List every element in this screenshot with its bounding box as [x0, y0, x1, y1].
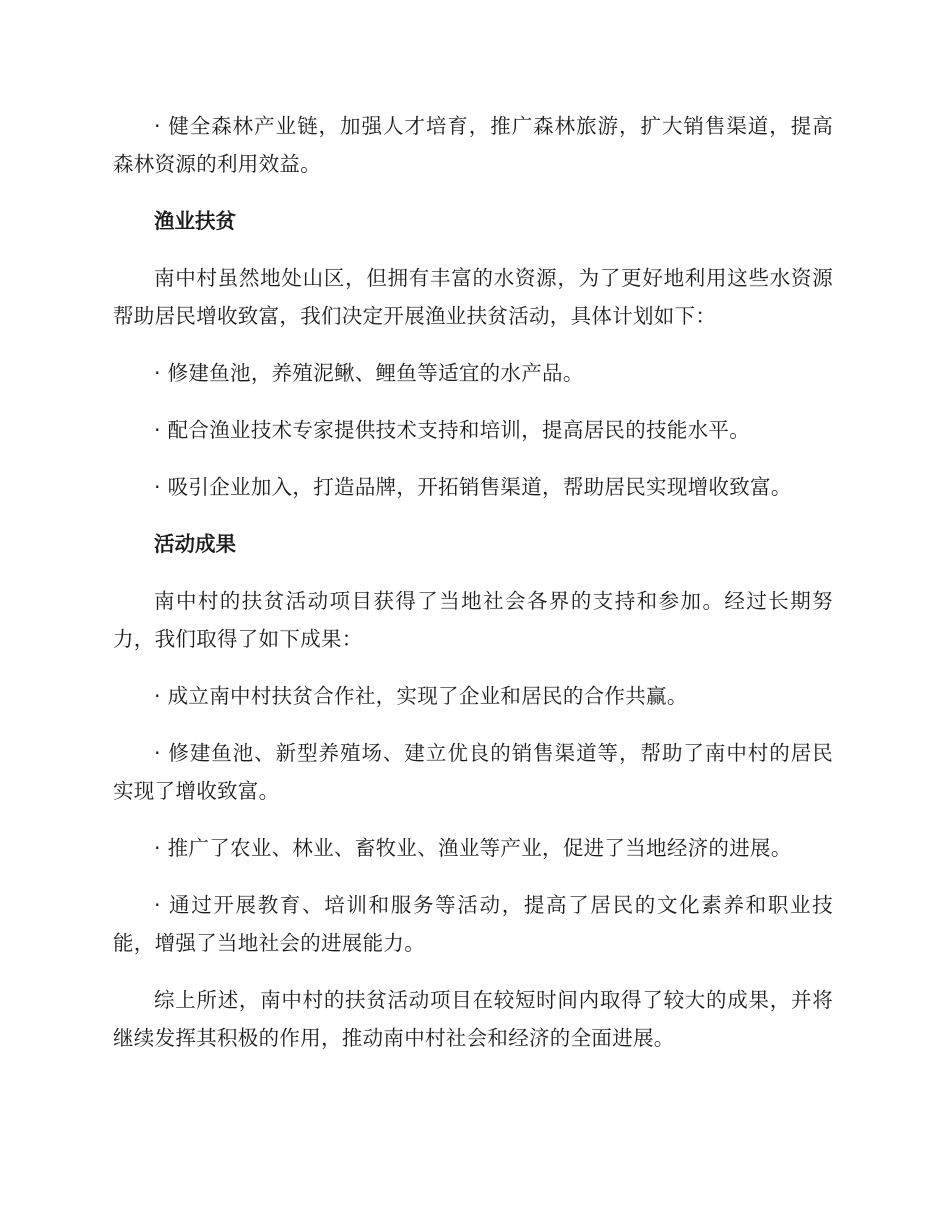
document-page [113, 107, 833, 1076]
bullet-fish-ponds-results: · 修建鱼池、新型养殖场、建立优良的销售渠道等，帮助了南中村的居民实现了增收致富。 [113, 741, 833, 803]
bullet-technical-support: · 配合渔业技术专家提供技术支持和培训，提高居民的技能水平。 [154, 418, 751, 442]
bullet-education: · 通过开展教育、培训和服务等活动，提高了居民的文化素养和职业技能，增强了当地社会的进展能力。 [113, 893, 833, 955]
bullet-fish-ponds: · 修建鱼池，养殖泥鳅、鲤鱼等适宜的水产品。 [154, 361, 584, 385]
bullet-attract-enterprises: · 吸引企业加入，打造品牌，开拓销售渠道，帮助居民实现增收致富。 [154, 475, 792, 499]
section-heading-results: 活动成果 [154, 532, 236, 556]
results-intro-paragraph: 南中村的扶贫活动项目获得了当地社会各界的支持和参加。经过长期努力，我们取得了如下成果： [113, 589, 833, 651]
section-heading-fishery: 渔业扶贫 [154, 209, 236, 233]
fishery-intro-paragraph: 南中村虽然地处山区，但拥有丰富的水资源，为了更好地利用这些水资源帮助居民增收致富，我们决定开展渔业扶贫活动，具体计划如下： [113, 266, 833, 328]
conclusion-paragraph: 综上所述，南中村的扶贫活动项目在较短时间内取得了较大的成果，并将继续发挥其积极的作用，推动南中村社会和经济的全面进展。 [113, 988, 833, 1050]
bullet-forest-industry: · 健全森林产业链，加强人才培育，推广森林旅游，扩大销售渠道，提高森林资源的利用效益。 [113, 114, 833, 176]
bullet-cooperative: · 成立南中村扶贫合作社，实现了企业和居民的合作共赢。 [154, 684, 688, 708]
bullet-industries: · 推广了农业、林业、畜牧业、渔业等产业，促进了当地经济的进展。 [154, 836, 792, 860]
